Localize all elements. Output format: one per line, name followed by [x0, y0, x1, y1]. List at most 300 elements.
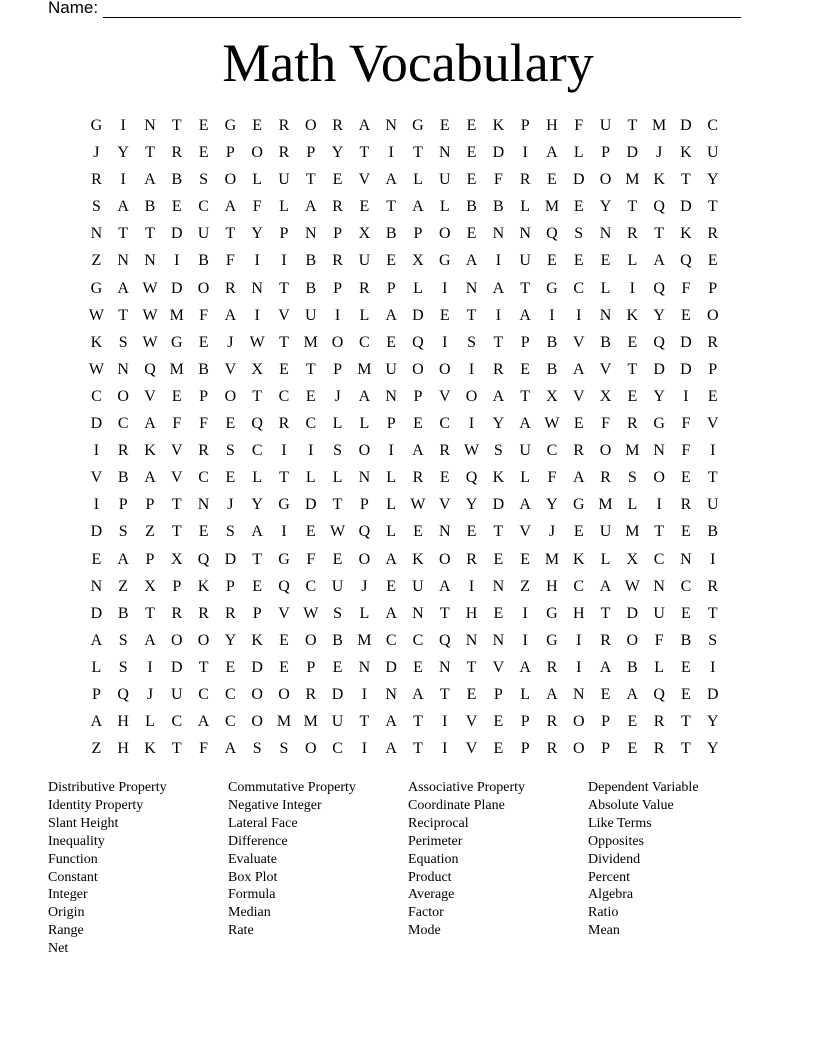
grid-letter[interactable]: C	[91, 387, 102, 405]
grid-letter[interactable]: P	[225, 577, 235, 595]
grid-letter[interactable]: S	[118, 523, 128, 541]
grid-letter[interactable]: N	[90, 577, 103, 595]
grid-letter[interactable]: E	[198, 117, 209, 134]
grid-letter[interactable]: R	[278, 415, 290, 433]
grid-letter[interactable]: H	[546, 117, 558, 134]
grid-letter[interactable]: T	[145, 144, 155, 162]
grid-letter[interactable]: N	[197, 496, 210, 514]
grid-letter[interactable]: N	[385, 685, 397, 703]
grid-letter[interactable]: J	[656, 144, 663, 162]
grid-letter[interactable]: R	[600, 631, 611, 649]
grid-letter[interactable]: G	[278, 496, 290, 514]
grid-letter[interactable]: E	[171, 387, 182, 405]
grid-letter[interactable]: T	[520, 387, 531, 405]
grid-letter[interactable]: U	[519, 442, 531, 460]
grid-letter[interactable]: P	[708, 360, 718, 378]
grid-letter[interactable]: G	[90, 279, 103, 297]
grid-letter[interactable]: N	[438, 658, 451, 676]
grid-letter[interactable]: Q	[278, 577, 290, 595]
grid-letter[interactable]: A	[90, 631, 103, 649]
grid-letter[interactable]: I	[495, 306, 502, 324]
grid-letter[interactable]: C	[332, 740, 343, 758]
grid-letter[interactable]: R	[225, 279, 236, 297]
grid-letter[interactable]: N	[144, 117, 156, 134]
grid-letter[interactable]: A	[144, 415, 156, 433]
grid-letter[interactable]: R	[546, 658, 558, 676]
grid-letter[interactable]: G	[546, 604, 558, 622]
grid-letter[interactable]: D	[653, 360, 665, 378]
grid-letter[interactable]: O	[465, 387, 478, 405]
grid-letter[interactable]: A	[144, 469, 156, 487]
grid-letter[interactable]: D	[90, 415, 103, 433]
grid-letter[interactable]: E	[573, 198, 584, 216]
grid-letter[interactable]: S	[118, 333, 128, 351]
grid-letter[interactable]: G	[653, 415, 665, 433]
grid-letter[interactable]: V	[492, 658, 505, 676]
grid-letter[interactable]: M	[303, 333, 318, 351]
grid-letter[interactable]: I	[361, 740, 368, 758]
grid-letter[interactable]: L	[332, 469, 343, 487]
grid-letter[interactable]: J	[334, 387, 341, 405]
grid-letter[interactable]: E	[413, 523, 423, 541]
grid-letter[interactable]: R	[519, 171, 531, 189]
grid-letter[interactable]: A	[385, 740, 397, 758]
grid-letter[interactable]: M	[357, 360, 372, 378]
grid-letter[interactable]: O	[304, 117, 317, 134]
grid-letter[interactable]: X	[171, 550, 183, 568]
grid-letter[interactable]: N	[599, 225, 612, 243]
grid-letter[interactable]: B	[707, 523, 719, 541]
grid-letter[interactable]: E	[466, 225, 477, 243]
grid-letter[interactable]: E	[466, 171, 477, 189]
grid-letter[interactable]: A	[546, 144, 558, 162]
grid-letter[interactable]: Q	[465, 469, 478, 487]
grid-letter[interactable]: S	[91, 198, 101, 216]
grid-letter[interactable]: P	[333, 360, 343, 378]
grid-letter[interactable]: A	[626, 685, 639, 703]
grid-letter[interactable]: N	[492, 631, 505, 649]
grid-letter[interactable]: A	[572, 360, 585, 378]
grid-letter[interactable]: A	[385, 550, 397, 568]
grid-letter[interactable]: L	[573, 144, 584, 162]
grid-letter[interactable]: P	[359, 496, 369, 514]
grid-letter[interactable]: M	[169, 360, 184, 378]
grid-letter[interactable]: N	[412, 604, 424, 622]
grid-letter[interactable]: T	[681, 171, 691, 189]
grid-letter[interactable]: A	[492, 387, 505, 405]
grid-letter[interactable]: U	[519, 252, 531, 270]
grid-letter[interactable]: B	[117, 469, 129, 487]
grid-letter[interactable]: U	[331, 577, 344, 595]
grid-letter[interactable]: R	[171, 144, 183, 162]
grid-letter[interactable]: A	[117, 198, 129, 216]
grid-letter[interactable]: T	[386, 198, 397, 216]
grid-letter[interactable]: W	[142, 306, 158, 324]
grid-letter[interactable]: E	[413, 658, 423, 676]
grid-letter[interactable]: I	[522, 604, 528, 622]
grid-letter[interactable]: O	[197, 631, 210, 649]
grid-letter[interactable]: E	[225, 469, 236, 487]
grid-letter[interactable]: H	[572, 604, 585, 622]
grid-letter[interactable]: S	[708, 631, 718, 649]
grid-letter[interactable]: A	[519, 415, 531, 433]
grid-letter[interactable]: W	[88, 360, 104, 378]
grid-letter[interactable]: I	[576, 306, 582, 324]
grid-letter[interactable]: C	[225, 713, 236, 731]
grid-letter[interactable]: T	[171, 523, 182, 541]
grid-letter[interactable]: P	[145, 496, 155, 514]
grid-letter[interactable]: F	[172, 415, 182, 433]
grid-letter[interactable]: Y	[251, 496, 263, 514]
grid-letter[interactable]: V	[358, 171, 371, 189]
grid-letter[interactable]: R	[225, 604, 236, 622]
grid-letter[interactable]: F	[199, 740, 209, 758]
grid-letter[interactable]: I	[93, 442, 100, 460]
grid-letter[interactable]: Q	[653, 279, 665, 297]
grid-letter[interactable]: I	[576, 631, 582, 649]
grid-letter[interactable]: P	[91, 685, 101, 703]
grid-letter[interactable]: T	[171, 117, 182, 134]
grid-letter[interactable]: W	[464, 442, 480, 460]
grid-letter[interactable]: L	[91, 658, 102, 676]
grid-letter[interactable]: T	[198, 658, 209, 676]
grid-letter[interactable]: E	[547, 252, 557, 270]
grid-letter[interactable]: O	[251, 144, 263, 162]
grid-letter[interactable]: M	[625, 523, 640, 541]
grid-letter[interactable]: L	[520, 685, 531, 703]
grid-letter[interactable]: E	[386, 333, 397, 351]
grid-letter[interactable]: D	[224, 550, 237, 568]
grid-letter[interactable]: B	[627, 658, 638, 676]
grid-letter[interactable]: N	[492, 225, 505, 243]
grid-letter[interactable]: A	[197, 713, 210, 731]
grid-letter[interactable]: V	[90, 469, 103, 487]
grid-letter[interactable]: O	[599, 442, 612, 460]
grid-letter[interactable]: N	[572, 685, 585, 703]
grid-letter[interactable]: R	[278, 117, 290, 134]
grid-letter[interactable]: B	[117, 604, 129, 622]
grid-letter[interactable]: I	[468, 577, 475, 595]
grid-letter[interactable]: K	[492, 469, 505, 487]
grid-letter[interactable]: G	[546, 279, 558, 297]
grid-letter[interactable]: B	[305, 279, 317, 297]
grid-letter[interactable]: E	[413, 415, 423, 433]
grid-letter[interactable]: D	[90, 604, 103, 622]
grid-letter[interactable]: E	[171, 198, 182, 216]
grid-letter[interactable]: E	[681, 604, 691, 622]
grid-letter[interactable]: M	[276, 713, 292, 731]
grid-letter[interactable]: D	[626, 144, 639, 162]
grid-letter[interactable]: A	[599, 577, 612, 595]
grid-letter[interactable]: M	[544, 198, 560, 216]
grid-letter[interactable]: I	[281, 442, 287, 460]
grid-letter[interactable]: E	[493, 604, 504, 622]
grid-letter[interactable]: O	[599, 171, 612, 189]
grid-letter[interactable]: I	[710, 658, 716, 676]
grid-letter[interactable]: I	[656, 496, 662, 514]
grid-letter[interactable]: O	[278, 685, 290, 703]
grid-letter[interactable]: M	[169, 306, 184, 324]
grid-letter[interactable]: S	[225, 523, 235, 541]
grid-letter[interactable]: I	[254, 306, 260, 324]
grid-letter[interactable]: B	[198, 252, 209, 270]
grid-letter[interactable]: O	[331, 333, 344, 351]
grid-letter[interactable]: N	[117, 252, 129, 270]
grid-letter[interactable]: V	[519, 523, 531, 541]
grid-letter[interactable]: D	[90, 523, 103, 541]
grid-letter[interactable]: E	[332, 658, 343, 676]
grid-letter[interactable]: A	[224, 740, 237, 758]
grid-letter[interactable]: F	[225, 252, 235, 270]
grid-letter[interactable]: T	[707, 604, 718, 622]
grid-letter[interactable]: S	[252, 740, 262, 758]
grid-letter[interactable]: M	[652, 117, 667, 134]
grid-letter[interactable]: G	[278, 550, 290, 568]
grid-letter[interactable]: D	[304, 496, 317, 514]
grid-letter[interactable]: E	[493, 713, 504, 731]
grid-letter[interactable]: I	[308, 442, 314, 460]
grid-letter[interactable]: C	[117, 415, 129, 433]
grid-letter[interactable]: T	[600, 604, 611, 622]
grid-letter[interactable]: C	[198, 469, 209, 487]
grid-letter[interactable]: X	[144, 577, 156, 595]
grid-letter[interactable]: E	[225, 415, 236, 433]
grid-letter[interactable]: U	[438, 171, 451, 189]
grid-letter[interactable]: N	[680, 550, 692, 568]
grid-letter[interactable]: L	[439, 198, 450, 216]
grid-letter[interactable]: O	[412, 360, 424, 378]
grid-letter[interactable]: U	[385, 360, 397, 378]
grid-letter[interactable]: E	[493, 740, 504, 758]
grid-letter[interactable]: W	[303, 604, 319, 622]
grid-letter[interactable]: E	[681, 469, 691, 487]
grid-letter[interactable]: E	[627, 713, 638, 731]
grid-letter[interactable]: F	[306, 550, 316, 568]
grid-letter[interactable]: E	[466, 523, 477, 541]
grid-letter[interactable]: I	[495, 252, 502, 270]
grid-letter[interactable]: L	[386, 496, 397, 514]
grid-letter[interactable]: T	[493, 333, 504, 351]
grid-letter[interactable]: I	[93, 496, 100, 514]
grid-letter[interactable]: K	[626, 306, 639, 324]
grid-letter[interactable]: Q	[251, 415, 263, 433]
grid-letter[interactable]: N	[144, 252, 156, 270]
grid-letter[interactable]: E	[466, 685, 477, 703]
grid-letter[interactable]: X	[599, 387, 612, 405]
grid-letter[interactable]: E	[225, 658, 236, 676]
grid-letter[interactable]: L	[386, 523, 397, 541]
grid-letter[interactable]: E	[681, 523, 691, 541]
grid-letter[interactable]: O	[117, 387, 129, 405]
grid-letter[interactable]: E	[359, 198, 370, 216]
grid-letter[interactable]: B	[466, 198, 477, 216]
grid-letter[interactable]: P	[172, 577, 182, 595]
grid-letter[interactable]: U	[706, 144, 719, 162]
grid-letter[interactable]: L	[252, 469, 263, 487]
grid-letter[interactable]: Q	[144, 360, 156, 378]
grid-letter[interactable]: P	[386, 279, 396, 297]
grid-letter[interactable]: E	[681, 306, 691, 324]
grid-letter[interactable]: A	[224, 306, 237, 324]
grid-letter[interactable]: Y	[117, 144, 129, 162]
grid-letter[interactable]: T	[493, 523, 504, 541]
grid-letter[interactable]: Q	[653, 685, 665, 703]
grid-letter[interactable]: V	[572, 333, 585, 351]
grid-letter[interactable]: K	[572, 550, 585, 568]
grid-letter[interactable]: N	[465, 279, 478, 297]
grid-letter[interactable]: E	[520, 550, 531, 568]
grid-letter[interactable]: N	[385, 387, 397, 405]
grid-letter[interactable]: E	[439, 306, 450, 324]
grid-letter[interactable]: N	[438, 144, 451, 162]
grid-letter[interactable]: R	[198, 442, 209, 460]
grid-letter[interactable]: R	[600, 469, 611, 487]
grid-letter[interactable]: I	[388, 442, 394, 460]
grid-letter[interactable]: P	[413, 387, 423, 405]
grid-letter[interactable]: E	[627, 333, 638, 351]
grid-letter[interactable]: E	[681, 658, 691, 676]
grid-letter[interactable]: Q	[412, 333, 424, 351]
grid-letter[interactable]: I	[468, 415, 475, 433]
grid-letter[interactable]: T	[118, 225, 129, 243]
grid-letter[interactable]: R	[707, 577, 719, 595]
grid-letter[interactable]: R	[412, 469, 424, 487]
grid-letter[interactable]: T	[707, 469, 718, 487]
grid-letter[interactable]: C	[573, 279, 585, 297]
grid-letter[interactable]: A	[546, 685, 558, 703]
grid-letter[interactable]: A	[412, 198, 424, 216]
grid-letter[interactable]: T	[681, 713, 691, 731]
grid-letter[interactable]: N	[385, 117, 397, 134]
grid-letter[interactable]: T	[681, 740, 691, 758]
grid-letter[interactable]: R	[573, 442, 585, 460]
grid-letter[interactable]: T	[413, 144, 423, 162]
grid-letter[interactable]: T	[466, 658, 477, 676]
grid-letter[interactable]: A	[519, 496, 531, 514]
grid-letter[interactable]: U	[412, 577, 424, 595]
grid-letter[interactable]: E	[198, 333, 209, 351]
grid-letter[interactable]: P	[333, 225, 343, 243]
grid-letter[interactable]: T	[707, 198, 718, 216]
grid-letter[interactable]: B	[546, 333, 558, 351]
grid-letter[interactable]: I	[442, 333, 448, 351]
grid-letter[interactable]: C	[653, 550, 665, 568]
grid-letter[interactable]: A	[412, 685, 424, 703]
grid-letter[interactable]: R	[91, 171, 102, 189]
grid-letter[interactable]: U	[599, 117, 612, 134]
grid-letter[interactable]: I	[522, 144, 528, 162]
grid-letter[interactable]: T	[171, 740, 182, 758]
grid-letter[interactable]: Z	[145, 523, 155, 541]
grid-letter[interactable]: R	[359, 279, 370, 297]
grid-letter[interactable]: A	[224, 198, 237, 216]
grid-letter[interactable]: E	[198, 523, 209, 541]
grid-letter[interactable]: I	[442, 713, 448, 731]
grid-letter[interactable]: T	[413, 713, 423, 731]
grid-letter[interactable]: E	[707, 252, 718, 270]
grid-letter[interactable]: I	[710, 442, 716, 460]
grid-letter[interactable]: L	[600, 550, 611, 568]
grid-letter[interactable]: K	[144, 442, 156, 460]
grid-letter[interactable]: C	[412, 631, 424, 649]
grid-letter[interactable]: X	[626, 550, 639, 568]
grid-letter[interactable]: B	[385, 225, 397, 243]
grid-letter[interactable]: J	[93, 144, 100, 162]
grid-letter[interactable]: A	[438, 577, 451, 595]
grid-letter[interactable]: A	[385, 171, 397, 189]
grid-letter[interactable]: D	[680, 198, 692, 216]
grid-letter[interactable]: Y	[251, 225, 263, 243]
grid-letter[interactable]: Y	[653, 306, 665, 324]
grid-letter[interactable]: O	[224, 387, 237, 405]
grid-letter[interactable]: I	[522, 631, 528, 649]
grid-letter[interactable]: S	[333, 442, 343, 460]
grid-letter[interactable]: A	[117, 279, 129, 297]
grid-letter[interactable]: O	[438, 550, 451, 568]
grid-letter[interactable]: C	[198, 685, 209, 703]
grid-letter[interactable]: R	[466, 550, 477, 568]
grid-letter[interactable]: S	[118, 631, 128, 649]
grid-letter[interactable]: B	[600, 333, 611, 351]
grid-letter[interactable]: R	[493, 360, 504, 378]
grid-letter[interactable]: M	[303, 713, 318, 731]
grid-letter[interactable]: O	[171, 631, 183, 649]
grid-letter[interactable]: F	[252, 198, 262, 216]
grid-letter[interactable]: Q	[358, 523, 371, 541]
grid-letter[interactable]: C	[278, 387, 290, 405]
grid-letter[interactable]: K	[653, 171, 665, 189]
grid-letter[interactable]: E	[627, 387, 638, 405]
grid-letter[interactable]: P	[279, 225, 289, 243]
grid-letter[interactable]: A	[412, 442, 424, 460]
grid-letter[interactable]: G	[90, 117, 103, 134]
grid-letter[interactable]: Z	[520, 577, 531, 595]
grid-letter[interactable]: P	[520, 117, 530, 134]
grid-letter[interactable]: E	[600, 685, 611, 703]
grid-letter[interactable]: C	[225, 685, 236, 703]
grid-letter[interactable]: S	[627, 469, 637, 487]
grid-letter[interactable]: T	[359, 713, 370, 731]
grid-letter[interactable]: E	[547, 171, 557, 189]
grid-letter[interactable]: R	[332, 252, 343, 270]
grid-letter[interactable]: L	[279, 198, 289, 216]
grid-letter[interactable]: K	[412, 550, 424, 568]
grid-letter[interactable]: P	[520, 333, 530, 351]
grid-letter[interactable]: T	[359, 144, 370, 162]
grid-letter[interactable]: P	[225, 144, 235, 162]
grid-letter[interactable]: G	[546, 631, 558, 649]
grid-letter[interactable]: W	[249, 333, 265, 351]
grid-letter[interactable]: D	[385, 658, 397, 676]
grid-letter[interactable]: E	[332, 171, 343, 189]
grid-letter[interactable]: H	[465, 604, 478, 622]
grid-letter[interactable]: J	[361, 577, 368, 595]
grid-letter[interactable]: C	[305, 577, 317, 595]
grid-letter[interactable]: D	[492, 144, 505, 162]
grid-letter[interactable]: E	[305, 387, 316, 405]
grid-letter[interactable]: F	[681, 279, 691, 297]
grid-letter[interactable]: E	[520, 360, 531, 378]
grid-letter[interactable]: E	[573, 415, 584, 433]
grid-letter[interactable]: R	[171, 604, 183, 622]
grid-letter[interactable]: T	[654, 225, 665, 243]
grid-letter[interactable]: E	[279, 631, 289, 649]
grid-letter[interactable]: S	[467, 333, 476, 351]
grid-letter[interactable]: O	[358, 442, 371, 460]
grid-letter[interactable]: V	[144, 387, 156, 405]
grid-letter[interactable]: J	[548, 523, 556, 541]
grid-letter[interactable]: A	[465, 252, 478, 270]
